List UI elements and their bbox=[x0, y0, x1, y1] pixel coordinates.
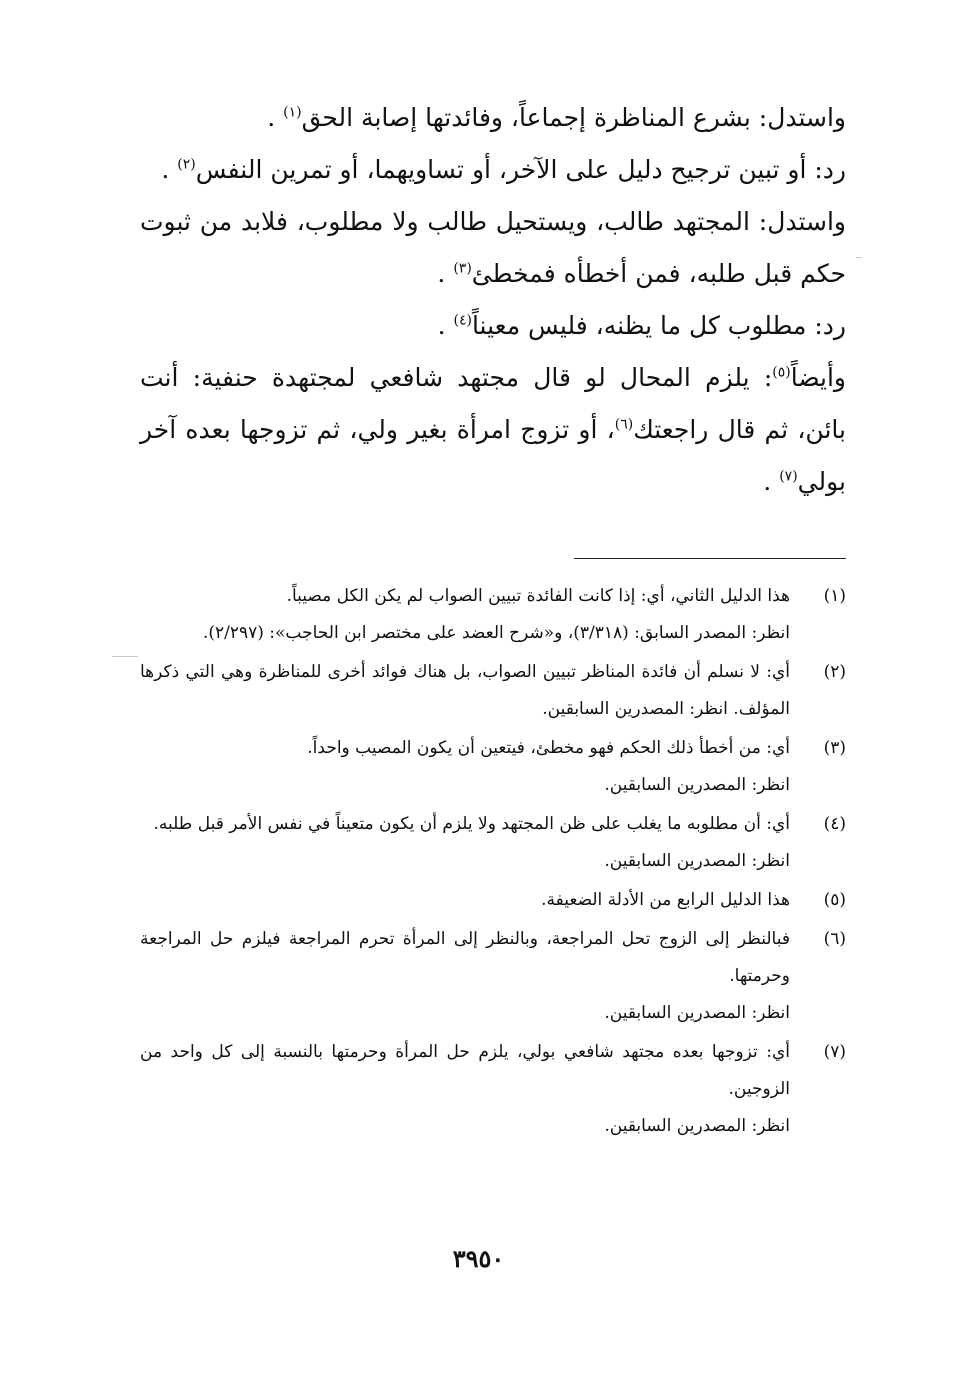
footnote-1 bbox=[140, 578, 846, 652]
footnote-body bbox=[140, 882, 790, 919]
footnote-body bbox=[140, 578, 790, 652]
sentence-end: . bbox=[763, 467, 780, 496]
scan-artifact bbox=[856, 257, 862, 258]
footnote-number: (٤) bbox=[823, 814, 846, 834]
paragraph-text: رد: أو تبين ترجيح دليل على الآخر، أو تساويهما، أو تمرين النفس bbox=[195, 155, 846, 184]
paragraph-text: ، أو تزوج امرأة بغير ولي، ثم تزوجها بعده آخر بولي bbox=[140, 415, 846, 496]
footnote-number: (٥) bbox=[823, 890, 846, 910]
footnote-ref: (٣) bbox=[453, 260, 472, 277]
paragraph-2 bbox=[140, 144, 846, 196]
footnote-6 bbox=[140, 921, 846, 1032]
footnote-line: انظر: المصدرين السابقين. bbox=[604, 1003, 790, 1023]
paragraph-4 bbox=[140, 300, 846, 352]
footnote-ref: (٦) bbox=[614, 416, 634, 433]
footnote-line: انظر: المصدرين السابقين. bbox=[604, 851, 790, 871]
footnote-5 bbox=[140, 882, 846, 919]
paragraph-5 bbox=[140, 352, 846, 508]
footnote-line: فبالنظر إلى الزوج تحل المراجعة، وبالنظر إلى المرأة تحرم المراجعة فيلزم حل المراجعة وحرمتها. bbox=[140, 929, 790, 986]
footnote-body bbox=[140, 730, 790, 804]
footnote-body bbox=[140, 654, 790, 728]
paragraph-text: : يلزم المحال لو قال مجتهد شافعي لمجتهدة حنفية: أنت بائن، ثم قال راجعتك bbox=[140, 363, 846, 444]
footnotes bbox=[140, 578, 846, 1147]
footnote-number: (٧) bbox=[823, 1042, 846, 1062]
footnote-line: أي: من أخطأ ذلك الحكم فهو مخطئ، فيتعين أن يكون المصيب واحداً. bbox=[307, 738, 790, 758]
sentence-end: . bbox=[437, 259, 454, 288]
paragraph-text: واستدل: بشرع المناظرة إجماعاً، وفائدتها إصابة الحق bbox=[301, 103, 846, 132]
paragraph-3 bbox=[140, 196, 846, 300]
footnote-2 bbox=[140, 654, 846, 728]
footnote-4 bbox=[140, 806, 846, 880]
footnote-ref: (٧) bbox=[779, 468, 798, 485]
footnote-body bbox=[140, 921, 790, 1032]
main-text bbox=[140, 92, 846, 508]
footnote-number: (٢) bbox=[823, 662, 846, 682]
paragraph-text: رد: مطلوب كل ما يظنه، فليس معيناً bbox=[471, 311, 846, 340]
paragraph-lead: وأيضاً bbox=[790, 363, 846, 392]
footnote-line: هذا الدليل الرابع من الأدلة الضعيفة. bbox=[541, 890, 790, 910]
footnote-number: (١) bbox=[823, 586, 846, 606]
footnote-number: (٦) bbox=[823, 929, 846, 949]
footnote-line: أي: تزوجها بعده مجتهد شافعي بولي، يلزم حل المرأة وحرمتها بالنسبة إلى كل واحد من الزوجين. bbox=[140, 1042, 790, 1099]
paragraph-1 bbox=[140, 92, 846, 144]
footnote-line: هذا الدليل الثاني، أي: إذا كانت الفائدة تبيين الصواب لم يكن الكل مصيباً. bbox=[286, 586, 790, 606]
footnote-line: أي: لا نسلم أن فائدة المناظر تبيين الصواب، بل هناك فوائد أخرى للمناظرة وهي التي ذكرها المؤلف. انظر: المصدرين السابقين. bbox=[140, 662, 790, 719]
footnote-body bbox=[140, 806, 790, 880]
page-number: ٣٩٥٠ bbox=[452, 1244, 505, 1273]
footnote-ref: (٢) bbox=[177, 156, 196, 173]
footnote-line: انظر: المصدرين السابقين. bbox=[604, 1116, 790, 1136]
footnote-body bbox=[140, 1034, 790, 1145]
footnote-ref: (٤) bbox=[453, 312, 472, 329]
footnote-7 bbox=[140, 1034, 846, 1145]
sentence-end: . bbox=[161, 155, 178, 184]
scan-artifact bbox=[112, 656, 138, 657]
footnote-ref: (١) bbox=[283, 104, 302, 121]
sentence-end: . bbox=[267, 103, 284, 132]
footnote-separator bbox=[574, 558, 846, 559]
sentence-end: . bbox=[437, 311, 454, 340]
paragraph-text: واستدل: المجتهد طالب، ويستحيل طالب ولا مطلوب، فلابد من ثبوت حكم قبل طلبه، فمن أخطأه فمخطئ bbox=[140, 207, 846, 288]
footnote-line: أي: أن مطلوبه ما يغلب على ظن المجتهد ولا يلزم أن يكون متعيناً في نفس الأمر قبل طلبه. bbox=[153, 814, 790, 834]
footnote-number: (٣) bbox=[823, 738, 846, 758]
footnote-line: انظر: المصدر السابق: (٣/٣١٨)، و«شرح العضد على مختصر ابن الحاجب»: (٢/٢٩٧). bbox=[202, 623, 790, 643]
footnote-line: انظر: المصدرين السابقين. bbox=[604, 775, 790, 795]
footnote-3 bbox=[140, 730, 846, 804]
footnote-ref: (٥) bbox=[772, 364, 791, 381]
